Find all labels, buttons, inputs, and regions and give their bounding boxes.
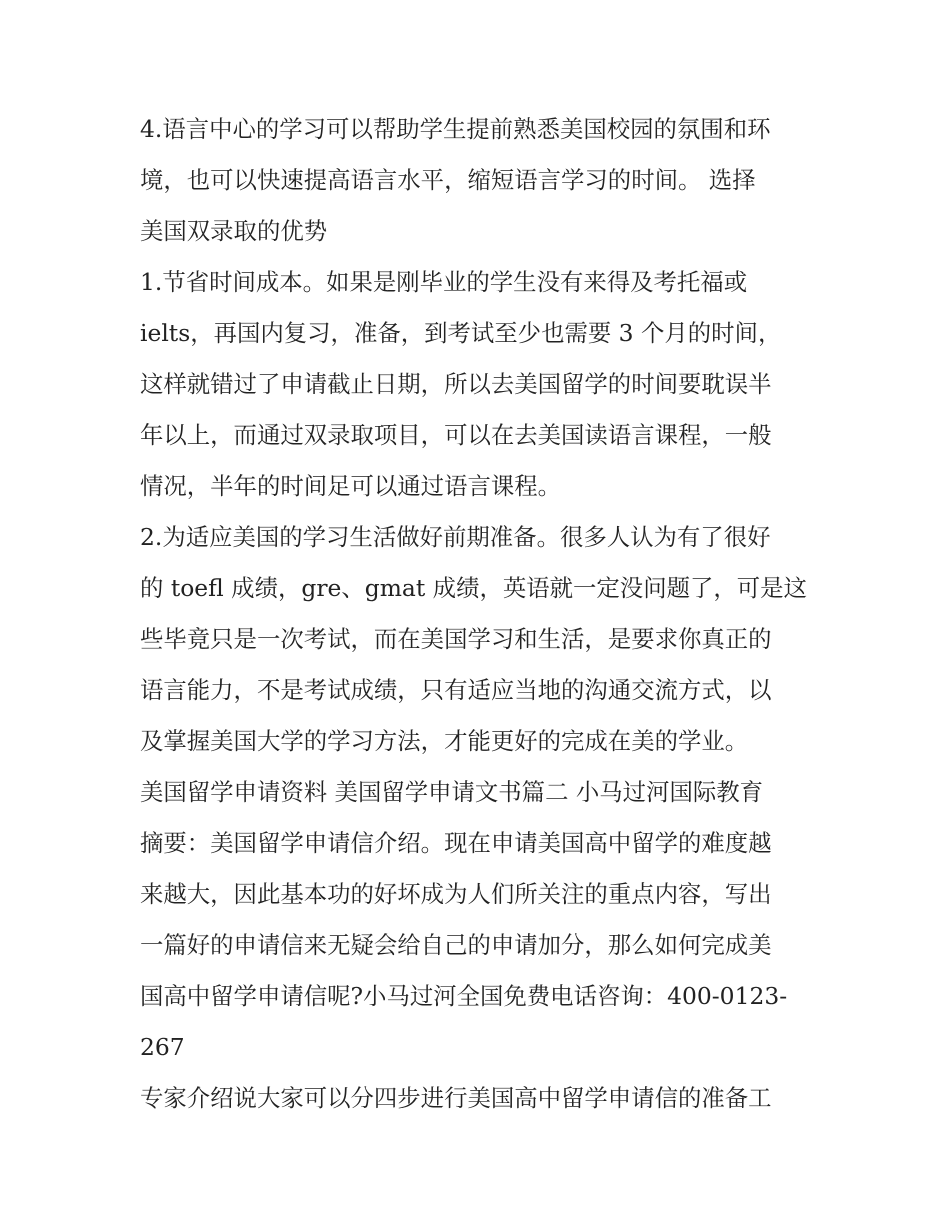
text-line: 的 toefl 成绩，gre、gmat 成绩，英语就一定没问题了，可是这 <box>140 574 807 602</box>
text-line: 境，也可以快速提高语言水平，缩短语言学习的时间。 选择 <box>140 166 756 194</box>
text-line: 些毕竟只是一次考试，而在美国学习和生活，是要求你真正的 <box>140 625 772 653</box>
text-line: 及掌握美国大学的学习方法，才能更好的完成在美的学业。 <box>140 727 749 755</box>
text-line: 4.语言中心的学习可以帮助学生提前熟悉美国校园的氛围和环 <box>140 115 771 143</box>
text-line: 这样就错过了申请截止日期，所以去美国留学的时间要耽误半 <box>140 370 772 398</box>
text-line: 专家介绍说大家可以分四步进行美国高中留学申请信的准备工 <box>140 1084 772 1112</box>
document-page <box>140 104 820 1124</box>
text-line: 来越大，因此基本功的好坏成为人们所关注的重点内容，写出 <box>140 880 772 908</box>
text-line: 国高中留学申请信呢?小马过河全国免费电话咨询：400-0123- <box>140 982 788 1010</box>
text-line: 摘要：美国留学申请信介绍。现在申请美国高中留学的难度越 <box>140 829 772 857</box>
text-line: 1.节省时间成本。如果是刚毕业的学生没有来得及考托福或 <box>140 268 748 296</box>
text-line: 情况，半年的时间足可以通过语言课程。 <box>140 472 562 500</box>
text-line: 美国留学申请资料 美国留学申请文书篇二 小马过河国际教育 <box>140 778 764 806</box>
text-line: 一篇好的申请信来无疑会给自己的申请加分，那么如何完成美 <box>140 931 772 959</box>
text-line: 语言能力，不是考试成绩，只有适应当地的沟通交流方式，以 <box>140 676 772 704</box>
text-line: 2.为适应美国的学习生活做好前期准备。很多人认为有了很好 <box>140 523 771 551</box>
text-line: 年以上，而通过双录取项目，可以在去美国读语言课程，一般 <box>140 421 772 449</box>
text-line: 美国双录取的优势 <box>140 217 328 245</box>
text-line: ielts，再国内复习，准备，到考试至少也需要 3 个月的时间， <box>140 319 782 347</box>
text-line: 267 <box>140 1033 185 1061</box>
